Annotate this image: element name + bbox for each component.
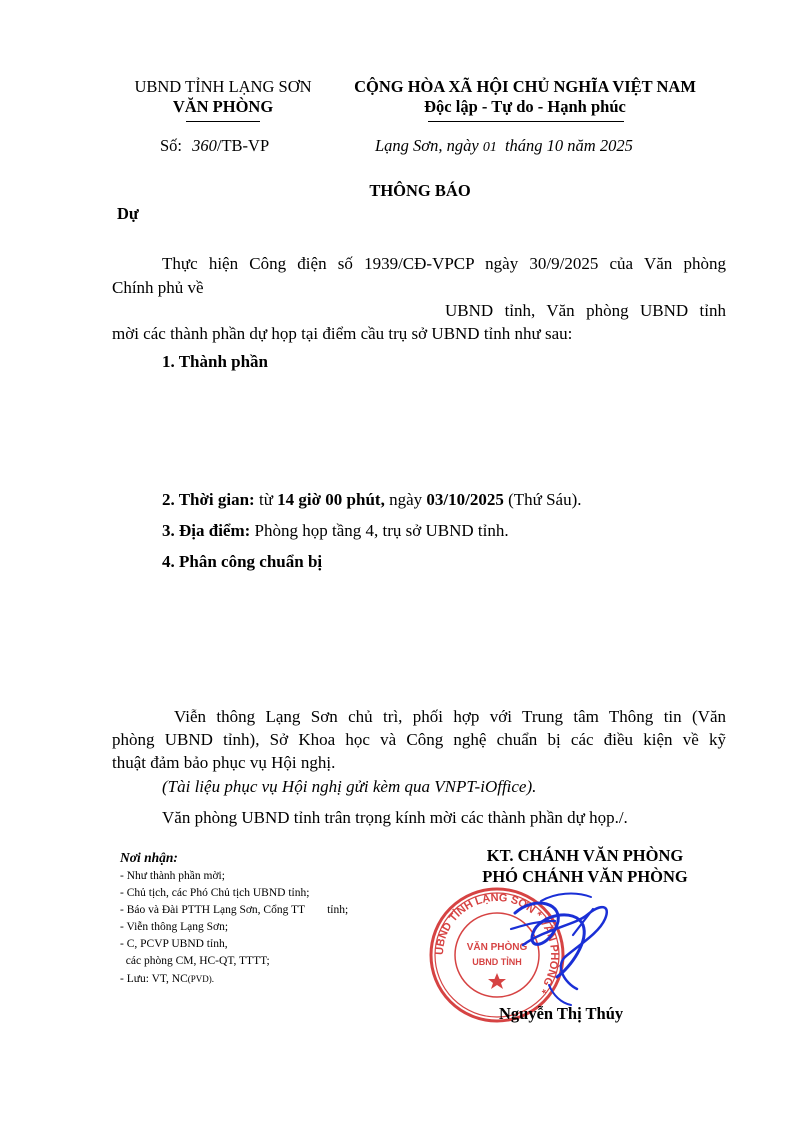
intro-line-2: Chính phủ về (112, 278, 204, 297)
recipient-item (120, 971, 214, 987)
number-value: 360 (192, 136, 217, 155)
recipient-item: - Viễn thông Lạng Sơn; (120, 921, 229, 933)
issuer-underline (186, 121, 260, 122)
recipient-item: các phòng CM, HC-QT, TTTT; (120, 955, 270, 967)
section-2-t3: (Thứ Sáu). (503, 490, 582, 509)
nation-motto: Độc lập - Tự do - Hạnh phúc (424, 97, 626, 116)
intro-line-1 (112, 252, 726, 276)
recipient-item-part: - Lưu: VT, NC (120, 973, 188, 985)
title-subject-fragment: Dự (117, 204, 139, 223)
section-2-date-value: 03/10/2025 (426, 490, 504, 509)
signature-role-1: KT. CHÁNH VĂN PHÒNG (486, 846, 684, 865)
number-suffix: /TB-VP (216, 136, 270, 155)
issuer-org-line1: UBND TỈNH LẠNG SƠN (134, 77, 312, 96)
intro-line-3-tail: UBND tỉnh, Văn phòng UBND tỉnh (445, 301, 726, 320)
section-2-time-value: 14 giờ 00 phút, (277, 490, 385, 509)
signature-role-2: PHÓ CHÁNH VĂN PHÒNG (482, 867, 688, 886)
number-label: Số: (160, 136, 183, 155)
recipient-item (120, 902, 348, 918)
stamp-center-line-2: UBND TỈNH (472, 957, 522, 967)
issuer-org-line2: VĂN PHÒNG (172, 97, 274, 116)
section-3-text: Phòng họp tầng 4, trụ sở UBND tỉnh. (250, 521, 509, 540)
section-1-heading: 1. Thành phần (162, 352, 269, 371)
document-number (160, 135, 269, 157)
issue-date (375, 135, 633, 159)
signer-name: Nguyễn Thị Thúy (499, 1004, 624, 1023)
official-stamp (431, 889, 563, 1021)
recipient-item-part: - Báo và Đài PTTH Lạng Sơn, Cổng TT (120, 904, 306, 916)
date-day: 01 (482, 140, 497, 155)
section-2-time (162, 488, 582, 512)
recipient-item-part: (PVD). (187, 974, 215, 984)
section-4-heading: 4. Phân công chuẩn bị (162, 552, 323, 571)
section-2-t2: ngày (384, 490, 427, 509)
section-3-location (162, 519, 509, 543)
section-2-label: 2. Thời gian: (162, 490, 255, 509)
stamp-center-line-1: VĂN PHÒNG (466, 942, 528, 953)
section-3-label: 3. Địa điểm: (162, 521, 251, 540)
stamp-ring-text: UBND TỈNH LẠNG SƠN * VĂN PHÒNG * (433, 891, 561, 996)
document-title: THÔNG BÁO (369, 181, 471, 200)
intro-line-4: mời các thành phần dự họp tại điểm cầu trụ sở UBND tỉnh như sau: (112, 324, 573, 343)
date-prefix: Lạng Sơn, ngày (375, 136, 479, 155)
recipient-item: - C, PCVP UBND tỉnh, (120, 938, 228, 950)
motto-underline (428, 121, 624, 122)
nation-title: CỘNG HÒA XÃ HỘI CHỦ NGHĨA VIỆT NAM (354, 77, 696, 96)
documents-note: (Tài liệu phục vụ Hội nghị gửi kèm qua VNPT-iOffice). (162, 777, 537, 796)
stamp-star-icon (488, 973, 506, 989)
date-suffix: tháng 10 năm 2025 (504, 136, 633, 155)
intro-line-1-text: Thực hiện Công điện số 1939/CĐ-VPCP ngày 30/9/2025 của Văn phòng (162, 254, 726, 273)
section-2-t1: từ (254, 490, 278, 509)
recipient-item: - Như thành phần mời; (120, 870, 225, 882)
recipient-item-part: tỉnh; (327, 904, 349, 916)
prep-line-1 (112, 705, 726, 729)
closing-sentence: Văn phòng UBND tỉnh trân trọng kính mời các thành phần dự họp./. (162, 808, 628, 827)
prep-line-1-text: Viễn thông Lạng Sơn chủ trì, phối hợp với Trung tâm Thông tin (Văn (174, 707, 726, 726)
recipient-item: - Chủ tịch, các Phó Chủ tịch UBND tỉnh; (120, 887, 310, 899)
recipients-heading: Nơi nhận: (120, 850, 178, 865)
prep-line-3: thuật đảm bảo phục vụ Hội nghị. (112, 753, 336, 772)
prep-line-2: phòng UBND tỉnh), Sở Khoa học và Công nghệ chuẩn bị các điều kiện về kỹ (112, 730, 726, 749)
